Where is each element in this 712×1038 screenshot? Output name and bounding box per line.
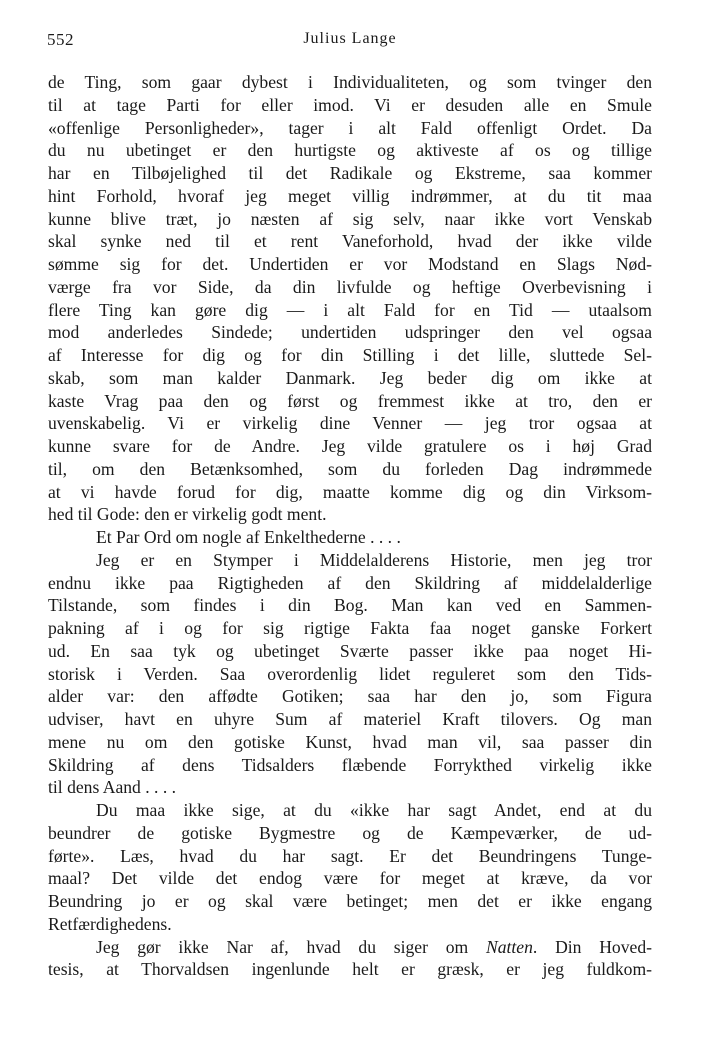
text-line: førte». Læs, hvad du har sagt. Er det Beundringens Tunge- bbox=[48, 845, 652, 866]
text-line: endnu ikke paa Rigtigheden af den Skildring af middelalderlige bbox=[48, 572, 652, 593]
text-line: til dens Aand . . . . bbox=[48, 777, 177, 798]
text-line: til, om den Betænksomhed, som du forleden Dag indrømmede bbox=[48, 458, 652, 479]
text-line: skal synke ned til et rent Vaneforhold, hvad der ikke vilde bbox=[48, 231, 652, 252]
text-line: maal? Det vilde det endog være for meget at kræve, da vor bbox=[48, 868, 652, 889]
text-line: kaste Vrag paa den og først og fremmest ikke at tro, den er bbox=[48, 390, 652, 411]
text-segment: . Din Hoved- bbox=[532, 936, 652, 957]
text-segment: Jeg gør ikke Nar af, hvad du siger om bbox=[96, 936, 469, 957]
running-head: Julius Lange bbox=[303, 30, 397, 47]
text-line: flere Ting kan gøre dig — i alt Fald for en Tid — utaalsom bbox=[48, 299, 652, 320]
text-line: til at tage Parti for eller imod. Vi er desuden alle en Smule bbox=[48, 94, 652, 115]
text-line: Du maa ikke sige, at du «ikke har sagt Andet, end at du bbox=[96, 800, 652, 820]
text-line: du nu ubetinget er den hurtigste og aktiveste af os og tillige bbox=[48, 140, 652, 161]
text-line: mod anderledes Sindede; undertiden udspringer den vel ogsaa bbox=[48, 322, 652, 343]
page-number: 552 bbox=[47, 30, 74, 49]
text-line bbox=[48, 936, 652, 959]
text-line: tesis, at Thorvaldsen ingenlunde helt er græsk, er jeg fuldkom- bbox=[48, 959, 652, 980]
text-line: skab, som man kalder Danmark. Jeg beder dig om ikke at bbox=[48, 367, 652, 388]
text-line: at vi havde forud for dig, maatte komme dig og din Virksom- bbox=[48, 481, 652, 502]
text-line: har en Tilbøjelighed til det Radikale og Ekstreme, saa kommer bbox=[48, 163, 652, 183]
text-line: mene nu om den gotiske Kunst, hvad man vil, saa passer din bbox=[48, 731, 652, 752]
text-line: værge fra vor Side, da din livfulde og heftige Overbevisning i bbox=[48, 276, 652, 297]
text-line: sømme sig for det. Undertiden er vor Modstand en Slags Nød- bbox=[48, 254, 652, 274]
text-line: Et Par Ord om nogle af Enkelthederne . . . . bbox=[96, 527, 401, 547]
body-text bbox=[48, 71, 652, 981]
text-line: Skildring af dens Tidsalders flæbende Forrykthed virkelig ikke bbox=[48, 754, 652, 775]
text-line: storisk i Verden. Saa overordenlig lidet reguleret som den Tids- bbox=[48, 663, 652, 684]
text-line: pakning af i og for sig rigtige Fakta faa noget ganske Forkert bbox=[48, 618, 652, 638]
page-header bbox=[47, 30, 653, 52]
text-line: beundrer de gotiske Bygmestre og de Kæmpeværker, de ud- bbox=[48, 822, 652, 843]
text-line: af Interesse for dig og for din Stilling i det lille, sluttede Sel- bbox=[48, 345, 652, 365]
text-line: hed til Gode: den er virkelig godt ment. bbox=[48, 504, 327, 525]
text-line: de Ting, som gaar dybest i Individualiteten, og som tvinger den bbox=[48, 72, 652, 92]
text-line: Tilstande, som findes i din Bog. Man kan ved en Sammen- bbox=[48, 595, 652, 616]
emphasized-title: Natten bbox=[485, 936, 533, 957]
text-line: Beundring jo er og skal være betinget; men det er ikke engang bbox=[48, 891, 652, 911]
text-line: alder var: den affødte Gotiken; saa har den jo, som Figura bbox=[48, 686, 652, 707]
text-line: Jeg er en Stymper i Middelalderens Historie, men jeg tror bbox=[96, 549, 652, 570]
text-line: kunne blive træt, jo næsten af sig selv, naar ikke vort Venskab bbox=[48, 208, 652, 229]
text-line: hint Forhold, hvoraf jeg meget villig indrømmer, at du tit maa bbox=[48, 185, 652, 206]
text-line: «offenlige Personligheder», tager i alt Fald offenligt Ordet. Da bbox=[48, 117, 652, 138]
text-line: udviser, havt en uhyre Sum af materiel Kraft tilovers. Og man bbox=[48, 709, 652, 729]
text-line: Retfærdighedens. bbox=[48, 913, 172, 934]
text-line: uvenskabelig. Vi er virkelig dine Venner — jeg tror ogsaa at bbox=[48, 413, 652, 434]
text-line: kunne svare for de Andre. Jeg vilde gratulere os i høj Grad bbox=[48, 436, 652, 456]
text-line: ud. En saa tyk og ubetinget Sværte passer ikke paa noget Hi- bbox=[48, 640, 652, 661]
